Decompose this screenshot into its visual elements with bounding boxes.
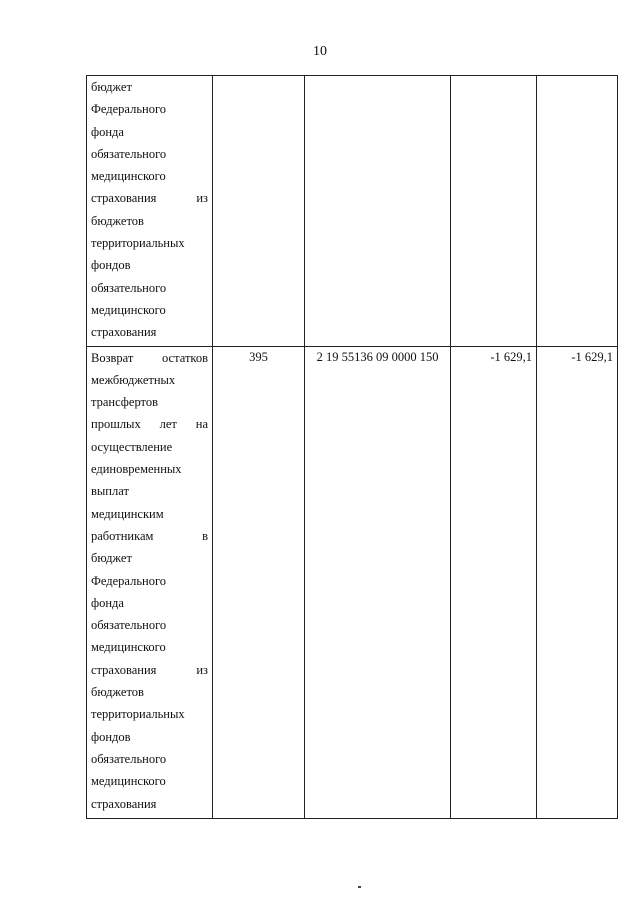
name-line: Федерального	[91, 573, 167, 588]
name-line: медицинского	[91, 640, 166, 655]
admin-code-cell: 395	[213, 346, 305, 818]
admin-code-cell	[213, 76, 305, 347]
table-row	[87, 346, 618, 818]
name-line: обязательного	[91, 280, 167, 295]
name-line: единовременных	[91, 462, 182, 477]
name-line: обязательного	[91, 618, 167, 633]
name-line: страхования из	[91, 662, 208, 677]
value-1-cell	[451, 76, 537, 347]
name-line: осуществление	[91, 439, 173, 454]
value-1-cell: -1 629,1	[451, 346, 537, 818]
name-line: фондов	[91, 258, 131, 273]
name-line: фонда	[91, 124, 124, 139]
name-line: трансфертов	[91, 395, 158, 410]
table-row	[87, 76, 618, 347]
name-line: медицинским	[91, 506, 164, 521]
name-line: работникам в	[91, 528, 208, 543]
budget-code-cell	[305, 76, 451, 347]
budget-code-cell: 2 19 55136 09 0000 150	[305, 346, 451, 818]
name-line: бюджетов	[91, 213, 144, 228]
name-line: медицинского	[91, 774, 166, 789]
name-line: Возврат остатков	[91, 350, 208, 365]
name-line: бюджетов	[91, 685, 144, 700]
name-line: обязательного	[91, 751, 167, 766]
name-line: обязательного	[91, 146, 167, 161]
name-line: медицинского	[91, 302, 166, 317]
name-line: медицинского	[91, 169, 166, 184]
name-line: Федерального	[91, 102, 167, 117]
name-line: прошлых лет на	[91, 417, 208, 432]
name-line: территориальных	[91, 236, 185, 251]
page-number: 10	[313, 44, 327, 59]
name-line: страхования	[91, 796, 157, 811]
name-line: бюджет	[91, 551, 132, 566]
row-name-cell	[87, 76, 213, 347]
row-name-cell	[87, 346, 213, 818]
name-line: фондов	[91, 729, 131, 744]
name-line: бюджет	[91, 80, 132, 94]
name-line: фонда	[91, 595, 124, 610]
name-line: страхования	[91, 325, 157, 340]
budget-table	[86, 75, 618, 819]
name-line: выплат	[91, 484, 129, 499]
name-line: территориальных	[91, 707, 185, 722]
scan-speck	[358, 886, 361, 888]
name-line: страхования из	[91, 191, 208, 206]
value-2-cell	[537, 76, 618, 347]
value-2-cell: -1 629,1	[537, 346, 618, 818]
name-line: межбюджетных	[91, 372, 176, 387]
